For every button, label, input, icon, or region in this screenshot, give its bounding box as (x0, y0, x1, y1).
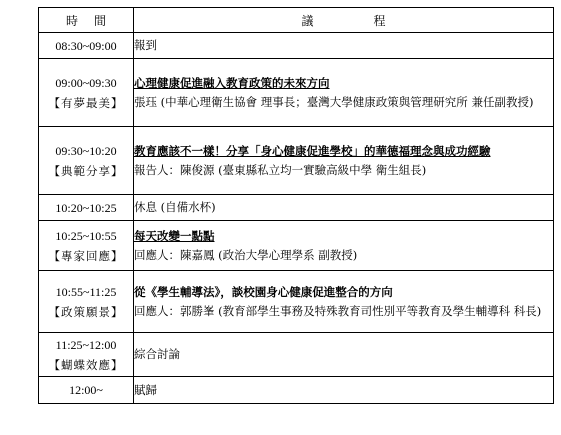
table-row (39, 221, 554, 271)
program-cell (134, 333, 554, 377)
program-cell (134, 271, 554, 333)
table-row (39, 33, 554, 59)
session-topic: 教育應該不一樣！分享「身心健康促進學校」的華德福理念與成功經驗 (134, 143, 491, 158)
time-range: 10:55~11:25 (55, 284, 117, 299)
table-row (39, 271, 554, 333)
program-item: 賦歸 (134, 382, 157, 397)
program-item: 休息 (自備水杯) (134, 200, 216, 214)
table-row (39, 195, 554, 221)
agenda-header: 議程 (134, 8, 554, 33)
time-cell (39, 195, 134, 221)
time-cell (39, 333, 134, 377)
session-tag: 【政策願景】 (48, 304, 124, 319)
time-range: 12:00~ (69, 383, 103, 397)
time-cell (39, 221, 134, 271)
time-cell (39, 127, 134, 195)
program-cell (134, 33, 554, 59)
speaker-info: 報告人：陳俊源 (臺東縣私立均一實驗高級中學 衛生組長) (134, 162, 427, 177)
program-cell (134, 195, 554, 221)
speaker-info: 回應人：陳嘉鳳 (政治大學心理學系 副教授) (134, 247, 358, 262)
time-range: 10:20~10:25 (55, 200, 117, 215)
program-item: 報到 (134, 38, 157, 52)
time-cell (39, 271, 134, 333)
session-tag: 【蝴蝶效應】 (48, 357, 124, 372)
program-cell (134, 127, 554, 195)
time-cell (39, 377, 134, 404)
program-cell (134, 59, 554, 127)
time-cell (39, 33, 134, 59)
header-row (39, 8, 554, 33)
session-topic: 心理健康促進融入教育政策的未來方向 (134, 75, 330, 90)
time-range: 09:30~10:20 (55, 143, 117, 158)
table-row (39, 377, 554, 404)
table-row (39, 127, 554, 195)
time-cell (39, 59, 134, 127)
session-tag: 【典範分享】 (48, 163, 124, 178)
time-header: 時間 (39, 8, 134, 33)
session-topic: 每天改變一點點 (134, 228, 215, 243)
session-tag: 【有夢最美】 (48, 95, 124, 110)
session-tag: 【專家回應】 (48, 248, 124, 263)
time-range: 08:30~09:00 (55, 38, 117, 53)
program-item: 綜合討論 (134, 347, 180, 361)
agenda-table (38, 7, 554, 404)
speaker-info: 回應人：郭勝峯 (教育部學生事務及特殊教育司性別平等教育及學生輔導科 科長) (134, 303, 542, 318)
session-topic: 從《學生輔導法》，談校園身心健康促進整合的方向 (134, 284, 393, 299)
table-row (39, 333, 554, 377)
program-cell (134, 377, 554, 404)
speaker-info: 張珏 (中華心理衛生協會 理事長；臺灣大學健康政策與管理研究所 兼任副教授) (134, 94, 534, 109)
time-range: 11:25~12:00 (55, 337, 117, 352)
time-range: 09:00~09:30 (55, 75, 117, 90)
program-cell (134, 221, 554, 271)
time-range: 10:25~10:55 (55, 228, 117, 243)
table-row (39, 59, 554, 127)
